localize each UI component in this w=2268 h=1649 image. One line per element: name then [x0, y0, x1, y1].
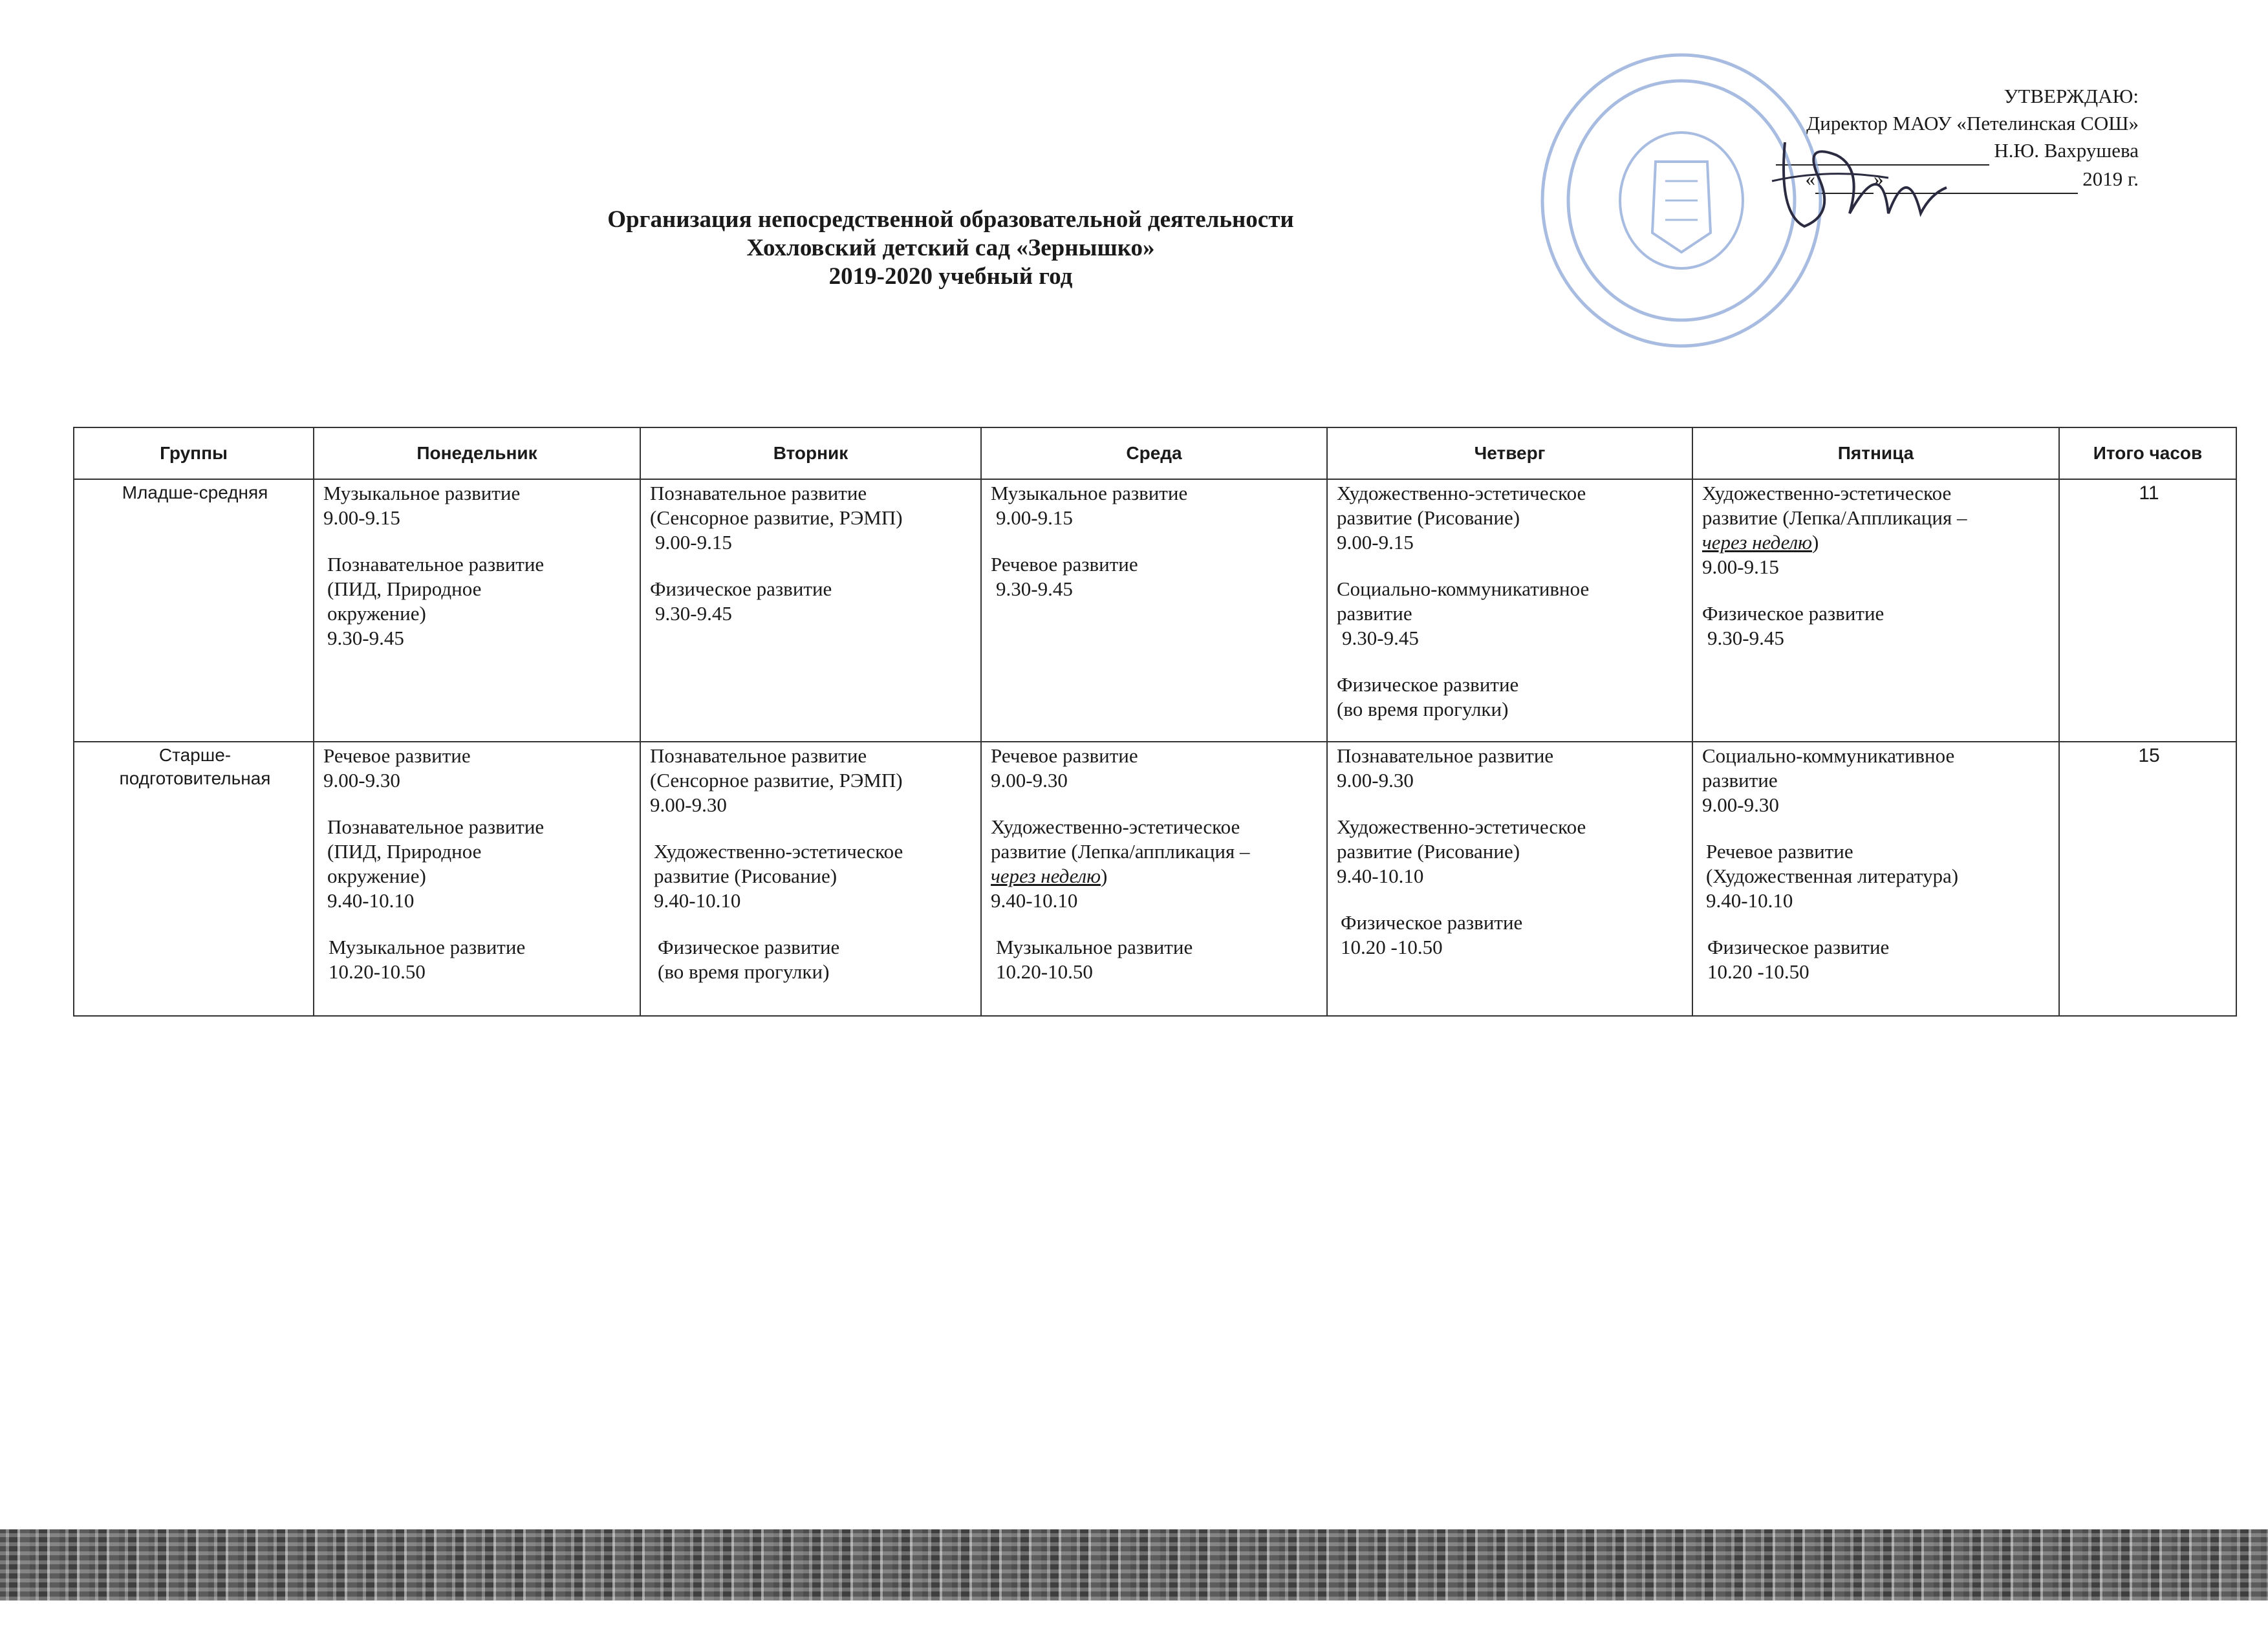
activity	[323, 481, 633, 530]
activity	[650, 577, 974, 626]
activity	[650, 839, 974, 913]
activity-line: Художественно-эстетическое	[991, 815, 1240, 838]
header-monday: Понедельник	[314, 427, 640, 479]
activity-line: Познавательное развитие	[650, 744, 867, 767]
organization-stamp	[1507, 26, 1843, 388]
activity-time: 9.30-9.45	[327, 627, 404, 649]
activity-time: 9.00-9.15	[655, 531, 732, 554]
activity	[1337, 673, 1685, 722]
activity	[991, 935, 1320, 984]
signature-underline	[1776, 137, 1989, 166]
activity-line: Познавательное развитие	[327, 815, 545, 838]
activity-line: Физическое развитие	[1707, 936, 1890, 958]
table-row	[74, 742, 2236, 1016]
activity	[323, 815, 633, 913]
group-cell	[74, 479, 314, 742]
approval-director: Н.Ю. Вахрушева	[1994, 139, 2139, 162]
activity-line: развитие (Рисование)	[654, 865, 837, 887]
activity-time: 9.00-9.30	[1702, 793, 1779, 816]
activity	[1337, 577, 1685, 651]
activity	[1702, 935, 2052, 984]
activity	[1337, 911, 1685, 960]
activity-time: 10.20 -10.50	[1341, 936, 1443, 958]
activity	[1337, 744, 1685, 793]
table-header-row	[74, 427, 2236, 479]
activity-time: 9.40-10.10	[654, 889, 741, 912]
activity-line: Физическое развитие	[1702, 602, 1885, 625]
title-line-1: Организация непосредственной образовательной деятельности	[607, 206, 1294, 233]
activity-time: 9.00-9.30	[1337, 769, 1414, 792]
activity	[323, 744, 633, 793]
activity-time: 9.40-10.10	[1337, 865, 1424, 887]
activity-time: 10.20-10.50	[329, 960, 426, 983]
activity-line: Познавательное развитие	[327, 553, 545, 576]
activity-time: 9.00-9.30	[650, 793, 727, 816]
activity-line: (ПИД, Природное	[327, 577, 482, 600]
day-cell	[1692, 479, 2059, 742]
activity-time: 9.00-9.15	[1337, 531, 1414, 554]
activity-time: 10.20-10.50	[996, 960, 1093, 983]
activity-line: (Сенсорное развитие, РЭМП)	[650, 506, 903, 529]
approval-date-line	[1647, 166, 2139, 194]
activity-time: 9.40-10.10	[991, 889, 1078, 912]
activity-time: 9.40-10.10	[1706, 889, 1793, 912]
day-cell	[1327, 742, 1692, 1016]
activity-line: Физическое развитие	[1337, 673, 1519, 696]
activity-note-suffix: )	[1101, 865, 1108, 887]
activity-line: Музыкальное развитие	[996, 936, 1193, 958]
date-month-blank	[1884, 166, 2078, 194]
activity-time: 9.00-9.15	[323, 506, 400, 529]
day-cell	[1692, 742, 2059, 1016]
activity	[323, 552, 633, 651]
activity-line: развитие	[1702, 769, 1778, 792]
activity-time: 9.00-9.30	[323, 769, 400, 792]
activity-line: Познавательное развитие	[650, 482, 867, 504]
activity-line: Физическое развитие	[1341, 911, 1523, 934]
header-total-hours: Итого часов	[2059, 427, 2236, 479]
group-name-line: Старше-	[158, 745, 232, 765]
activity	[1702, 601, 2052, 651]
approval-block	[1647, 83, 2139, 194]
activity	[1702, 839, 2052, 913]
activity	[650, 481, 974, 555]
activity-line: Музыкальное развитие	[329, 936, 526, 958]
activity-line: Музыкальное развитие	[323, 482, 521, 504]
day-cell	[314, 479, 640, 742]
day-cell	[640, 742, 981, 1016]
activity	[1702, 481, 2052, 579]
activity-time: 9.30-9.45	[1342, 627, 1419, 649]
header-thursday: Четверг	[1327, 427, 1692, 479]
header-tuesday: Вторник	[640, 427, 981, 479]
activity	[650, 744, 974, 817]
activity-line: развитие (Рисование)	[1337, 506, 1520, 529]
day-cell	[640, 479, 981, 742]
document-title	[504, 206, 1397, 291]
activity	[1337, 815, 1685, 889]
activity-line: (Художественная литература)	[1706, 865, 1959, 887]
header-wednesday: Среда	[981, 427, 1327, 479]
activity-time: 9.00-9.15	[1702, 555, 1779, 578]
group-name: Младше-средняя	[122, 482, 268, 502]
activity-line: Музыкальное развитие	[991, 482, 1188, 504]
activity-line: Физическое развитие	[658, 936, 840, 958]
activity-line: Социально-коммуникативное	[1337, 577, 1590, 600]
activity-line: (ПИД, Природное	[327, 840, 482, 863]
title-line-2: Хохловский детский сад «Зернышко»	[746, 235, 1155, 261]
activity-note-line	[991, 864, 1320, 889]
activity-line: (во время прогулки)	[1337, 698, 1509, 720]
activity-line: Художественно-эстетическое	[1337, 482, 1586, 504]
approval-heading: УТВЕРЖДАЮ:	[2003, 85, 2139, 107]
activity-line: Социально-коммуникативное	[1702, 744, 1955, 767]
activity-line: окружение)	[327, 865, 426, 887]
activity-time: 10.20 -10.50	[1707, 960, 1809, 983]
activity-note-line	[1702, 530, 2052, 555]
activity-line: Речевое развитие	[991, 553, 1138, 576]
activity-time: 9.30-9.45	[996, 577, 1073, 600]
activity-line: Художественно-эстетическое	[654, 840, 903, 863]
approval-director-line	[1647, 137, 2139, 166]
scan-artifact-band	[0, 1529, 2268, 1600]
activity-note: через неделю	[1702, 531, 1813, 554]
activity	[991, 815, 1320, 913]
activity-line: развитие (Лепка/аппликация –	[991, 840, 1250, 863]
group-name-line: подготовительная	[119, 768, 271, 788]
activity-line: развитие (Лепка/Аппликация –	[1702, 506, 1967, 529]
activity-time: 9.30-9.45	[1707, 627, 1784, 649]
activity-line: Речевое развитие	[323, 744, 471, 767]
activity	[650, 935, 974, 984]
total-hours: 15	[2138, 745, 2160, 766]
activity-line: развитие	[1337, 602, 1412, 625]
activity	[991, 744, 1320, 793]
activity-line: Познавательное развитие	[1337, 744, 1554, 767]
date-close-quote: »	[1874, 167, 1884, 190]
activity-line: Художественно-эстетическое	[1337, 815, 1586, 838]
activity-line: Физическое развитие	[650, 577, 832, 600]
activity-time: 9.00-9.15	[996, 506, 1073, 529]
header-friday: Пятница	[1692, 427, 2059, 479]
day-cell	[981, 479, 1327, 742]
date-open-quote: «	[1805, 167, 1816, 190]
header-groups: Группы	[74, 427, 314, 479]
table-row	[74, 479, 2236, 742]
activity-time: 9.30-9.45	[655, 602, 732, 625]
activity	[991, 481, 1320, 530]
activity-line: Речевое развитие	[1706, 840, 1853, 863]
total-hours: 11	[2139, 482, 2159, 504]
activity-line: Речевое развитие	[991, 744, 1138, 767]
activity-line: (во время прогулки)	[658, 960, 830, 983]
activity	[1702, 744, 2052, 817]
title-line-3: 2019-2020 учебный год	[828, 263, 1073, 290]
day-cell	[314, 742, 640, 1016]
activity-note: через неделю	[991, 865, 1101, 887]
schedule-table	[73, 427, 2237, 1017]
activity	[991, 552, 1320, 601]
day-cell	[981, 742, 1327, 1016]
activity	[323, 935, 633, 984]
activity-line: Художественно-эстетическое	[1702, 482, 1952, 504]
activity-line: окружение)	[327, 602, 426, 625]
activity-time: 9.40-10.10	[327, 889, 415, 912]
group-cell	[74, 742, 314, 1016]
activity-time: 9.00-9.30	[991, 769, 1068, 792]
activity-line: развитие (Рисование)	[1337, 840, 1520, 863]
activity	[1337, 481, 1685, 555]
activity-line: (Сенсорное развитие, РЭМП)	[650, 769, 903, 792]
total-hours-cell	[2059, 742, 2236, 1016]
total-hours-cell	[2059, 479, 2236, 742]
day-cell	[1327, 479, 1692, 742]
date-year: 2019 г.	[2082, 167, 2139, 190]
date-day-blank	[1815, 166, 1874, 194]
approval-position: Директор МАОУ «Петелинская СОШ»	[1806, 112, 2139, 135]
activity-note-suffix: )	[1812, 531, 1819, 554]
